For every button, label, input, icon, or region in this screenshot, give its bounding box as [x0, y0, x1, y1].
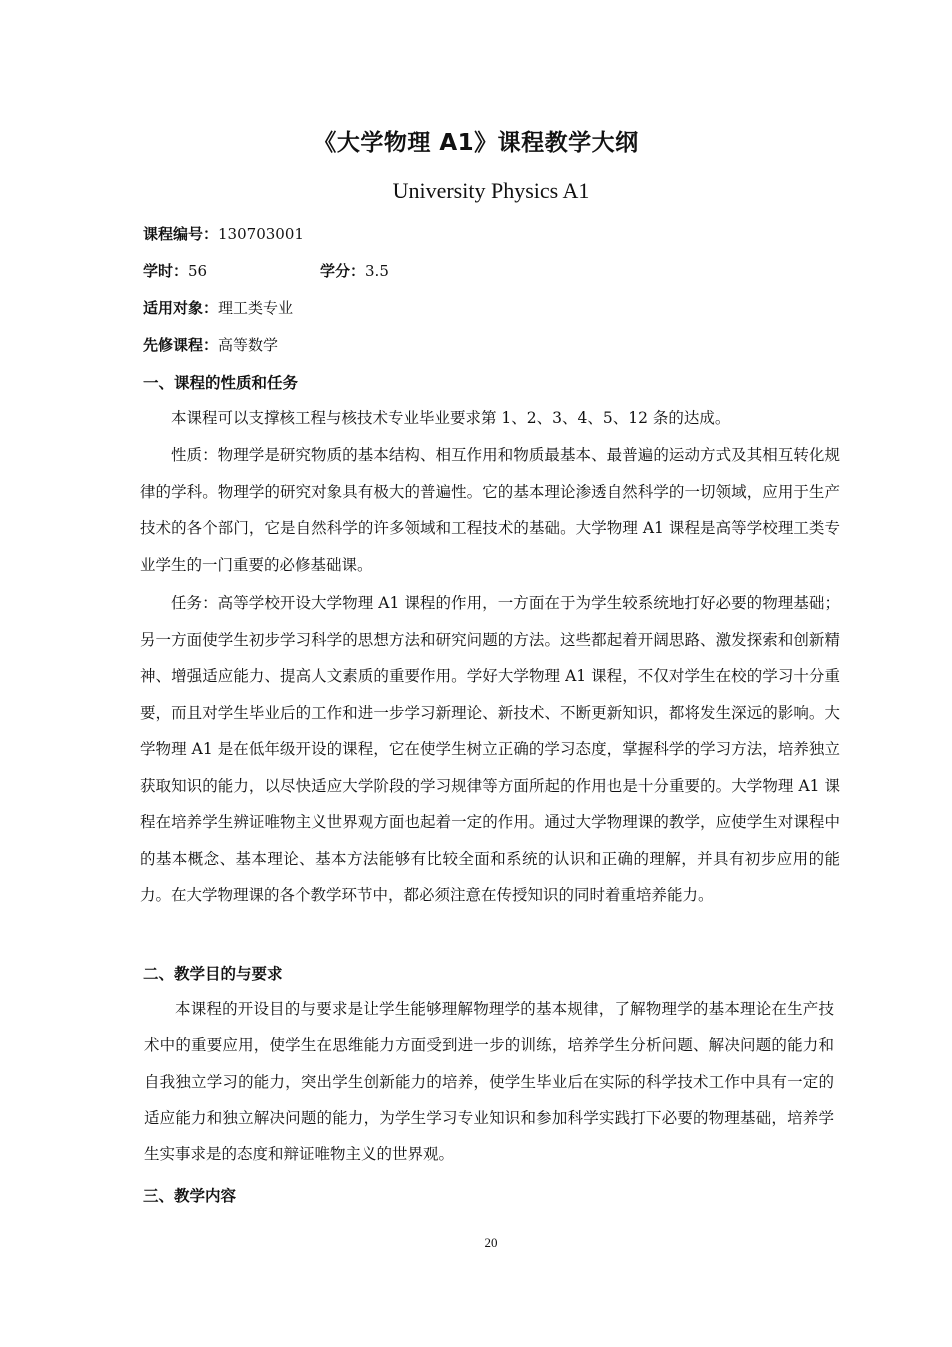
- hours-label: 学时：: [143, 262, 189, 280]
- page-number: 20: [484, 1235, 498, 1250]
- credits-value: 3.5: [365, 262, 389, 280]
- document-subtitle: University Physics A1: [392, 178, 590, 203]
- prerequisite-value: 高等数学: [218, 336, 279, 354]
- hours-value: 56: [188, 262, 208, 280]
- prerequisite-row: [143, 334, 278, 355]
- section-heading-objectives: 二、教学目的与要求: [143, 965, 283, 983]
- paragraph-nature: 性质：物理学是研究物质的基本结构、相互作用和物质最基本、最普遍的运动方式及其相互转化规律的学科。物理学的研究对象具有极大的普遍性。它的基本理论渗透自然科学的一切领域，应用于生产技术的各个部门，它是自然科学的许多领域和工程技术的基础。大学物理 A1 课程是高等学校理工类专业学生的一门重要的必修基础课。: [140, 446, 840, 574]
- section-heading-content: 三、教学内容: [143, 1187, 237, 1205]
- audience-value: 理工类专业: [218, 299, 294, 317]
- paragraph-task: 任务：高等学校开设大学物理 A1 课程的作用，一方面在于为学生较系统地打好必要的物理基础；另一方面使学生初步学习科学的思想方法和研究问题的方法。这些都起着开阔思路、激发探索和创新精神、增强适应能力、提高人文素质的重要作用。学好大学物理 A1 课程，不仅对学生在校的学习十分重要，而且对学生毕业后的工作和进一步学习新理论、新技术、不断更新知识，都将发生深远的影响。大学物理 A1 是在低年级开设的课程，它在使学生树立正确的学习态度，掌握科学的学习方法，培养独立获取知识的能力，以尽快适应大学阶段的学习规律等方面所起的作用也是十分重要的。大学物理 A1 课程在培养学生辨证唯物主义世界观方面也起着一定的作用。通过大学物理课的教学，应使学生对课程中的基本概念、基本理论、基本方法能够有比较全面和系统的认识和正确的理解，并具有初步应用的能力。在大学物理课的各个教学环节中，都必须注意在传授知识的同时着重培养能力。: [140, 594, 840, 904]
- hours-row: [143, 260, 207, 281]
- course-code-value: 130703001: [218, 225, 304, 243]
- course-code-label: 课程编号：: [143, 225, 219, 243]
- audience-row: [143, 297, 293, 318]
- credits-label: 学分：: [320, 262, 366, 280]
- section-heading-nature: 一、课程的性质和任务: [143, 374, 299, 392]
- prerequisite-label: 先修课程：: [143, 336, 219, 354]
- paragraph-objectives: 本课程的开设目的与要求是让学生能够理解物理学的基本规律，了解物理学的基本理论在生产技术中的重要应用，使学生在思维能力方面受到进一步的训练，培养学生分析问题、解决问题的能力和自我独立学习的能力，突出学生创新能力的培养，使学生毕业后在实际的科学技术工作中具有一定的适应能力和独立解决问题的能力，为学生学习专业知识和参加科学实践打下必要的物理基础，培养学生实事求是的态度和辩证唯物主义的世界观。: [144, 1000, 834, 1164]
- audience-label: 适用对象：: [143, 299, 219, 317]
- course-code-row: [143, 223, 304, 244]
- document-title: 《大学物理 A1》课程教学大纲: [313, 130, 639, 156]
- paragraph-support: 本课程可以支撑核工程与核技术专业毕业要求第 1、2、3、4、5、12 条的达成。: [171, 409, 731, 427]
- credits-row: [320, 260, 389, 281]
